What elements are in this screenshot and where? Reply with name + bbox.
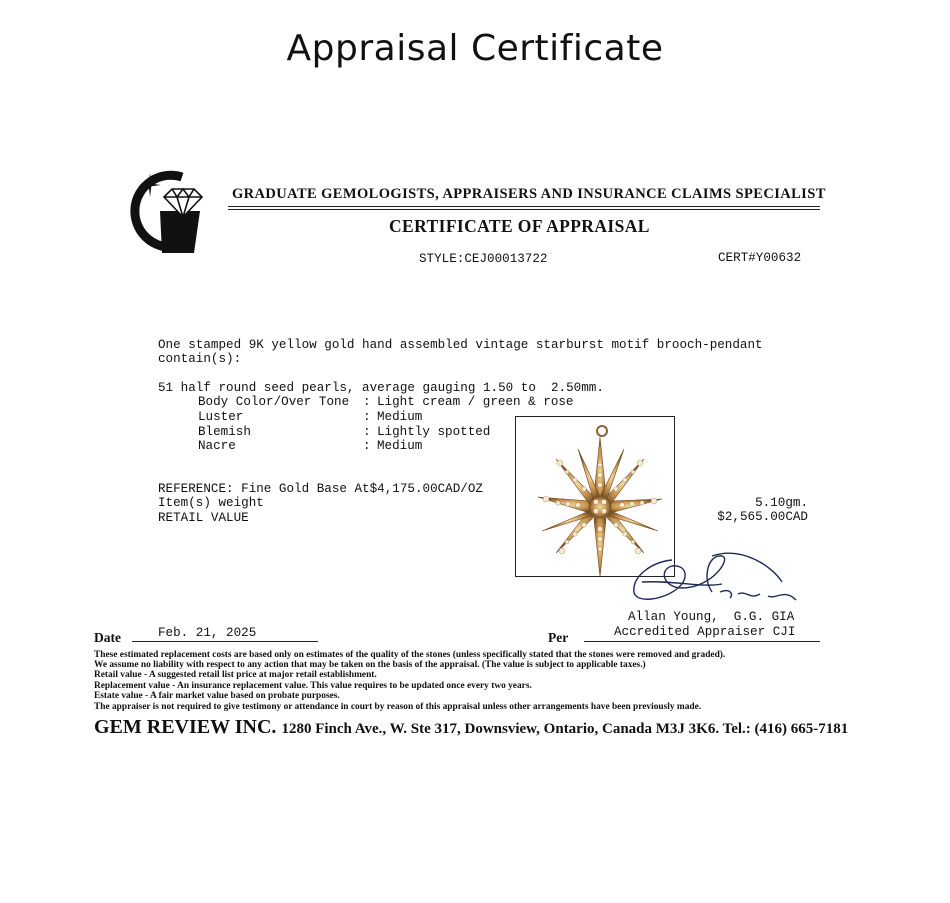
date-underline [132,641,318,642]
attr-colon: : [363,439,371,453]
per-label: Per [548,630,569,645]
attr-value: Lightly spotted [377,425,491,439]
attr-label: Body Color/Over Tone [198,395,350,409]
disclaimer-line: Replacement value - An insurance replacement value. This value requires to be updated once every two years. [94,681,532,691]
attr-value: Light cream / green & rose [377,395,574,409]
description-line-2: contain(s): [158,352,242,366]
disclaimer-line: We assume no liability with respect to any action that may be taken on the basis of the appraisal. (The value is subject to applicable taxes.) [94,660,646,670]
per-underline [584,641,820,642]
appraiser-title: Accredited Appraiser CJI [614,625,796,639]
retail-value: $2,565.00CAD [717,510,808,524]
attr-value: Medium [377,439,423,453]
attr-colon: : [363,425,371,439]
footer-company-line [94,716,848,739]
style-number: STYLE:CEJ00013722 [419,252,548,266]
handwritten-signature [612,548,812,618]
disclaimer-line: These estimated replacement costs are based only on estimates of the quality of the stones (unless specifically stated that the stones were removed and graded). [94,650,726,660]
appraiser-name: Allan Young, G.G. GIA [628,610,795,624]
date-value: Feb. 21, 2025 [158,626,257,640]
attr-colon: : [363,410,371,424]
attr-label: Nacre [198,439,236,453]
header-rule [228,209,820,210]
company-name: GEM REVIEW INC. [94,716,277,738]
attr-value: Medium [377,410,423,424]
gem-g-logo-icon [120,163,206,255]
reference-line: REFERENCE: Fine Gold Base At$4,175.00CAD/OZ [158,482,483,496]
weight-label: Item(s) weight [158,496,264,510]
org-name: GRADUATE GEMOLOGISTS, APPRAISERS AND INSURANCE CLAIMS SPECIALIST [232,186,826,202]
description-line-1: One stamped 9K yellow gold hand assembled vintage starburst motif brooch-pendant [158,338,763,352]
date-label: Date [94,630,121,645]
certificate-title: CERTIFICATE OF APPRAISAL [389,216,650,236]
weight-value: 5.10gm. [755,496,808,510]
header-rule [228,206,820,207]
disclaimer-line: The appraiser is not required to give testimony or attendance in court by reason of this appraisal unless other arrangements have been previously made. [94,702,702,712]
attr-colon: : [363,395,371,409]
page-title: Appraisal Certificate [286,28,664,69]
retail-label: RETAIL VALUE [158,511,249,525]
disclaimer-line: Estate value - A fair market value based on probate purposes. [94,691,340,701]
cert-number: CERT#Y00632 [718,251,802,265]
attr-label: Luster [198,410,244,424]
disclaimer-line: Retail value - A suggested retail list price at major retail establishment. [94,670,377,680]
attr-label: Blemish [198,425,251,439]
company-address: 1280 Finch Ave., W. Ste 317, Downsview, Ontario, Canada M3J 3K6. Tel.: (416) 665-7181 [281,721,849,737]
pearls-line: 51 half round seed pearls, average gauging 1.50 to 2.50mm. [158,381,604,395]
